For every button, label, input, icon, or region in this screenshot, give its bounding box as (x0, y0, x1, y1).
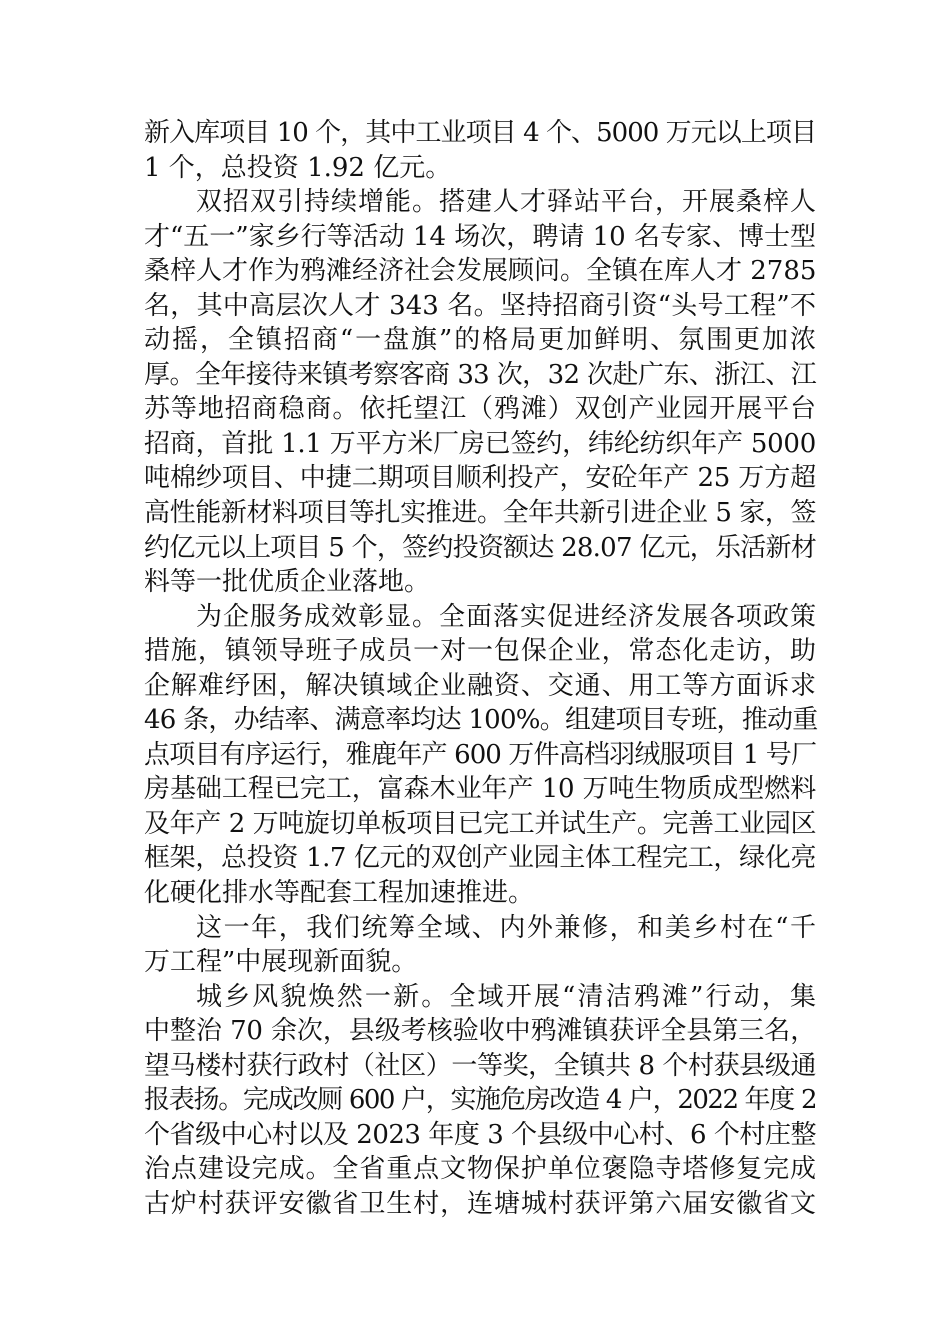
text-line: 中整治 70 余次，县级考核验收中鸦滩镇获评全县第三名， (144, 1016, 816, 1047)
text-line: 措施，镇领导班子成员一对一包保企业，常态化走访，助 (144, 636, 816, 667)
text-line: 房基础工程已完工，富森木业年产 10 万吨生物质成型燃料 (144, 774, 816, 805)
text-line: 企解难纾困，解决镇域企业融资、交通、用工等方面诉求 (144, 670, 816, 701)
text-line: 高性能新材料项目等扎实推进。全年共新引进企业 5 家，签 (144, 498, 816, 529)
text-line: 才“五一”家乡行等活动 14 场次，聘请 10 名专家、博士型 (144, 221, 816, 252)
text-line: 动摇，全镇招商“一盘旗”的格局更加鲜明、氛围更加浓 (144, 325, 816, 356)
paragraph-first-line: 城乡风貌焕然一新。全域开展“清洁鸦滩”行动，集 (196, 981, 816, 1012)
text-line: 个省级中心村以及 2023 年度 3 个县级中心村、6 个村庄整 (144, 1119, 816, 1150)
text-line: 及年产 2 万吨旋切单板项目已完工并试生产。完善工业园区 (144, 808, 816, 839)
text-line: 化硬化排水等配套工程加速推进。 (144, 878, 535, 909)
text-line: 厚。全年接待来镇考察客商 33 次，32 次赴广东、浙江、江 (144, 359, 816, 390)
text-line: 框架，总投资 1.7 亿元的双创产业园主体工程完工，绿化亮 (144, 843, 816, 874)
text-line: 料等一批优质企业落地。 (144, 567, 431, 598)
text-line: 新入库项目 10 个，其中工业项目 4 个、5000 万元以上项目 (144, 118, 816, 148)
text-line: 招商，首批 1.1 万平方米厂房已签约，纬纶纺织年产 5000 (144, 428, 816, 459)
paragraph-first-line: 为企服务成效彰显。全面落实促进经济发展各项政策 (196, 601, 816, 632)
text-line: 望马楼村获行政村（社区）一等奖，全镇共 8 个村获县级通 (144, 1050, 816, 1081)
text-line: 桑梓人才作为鸦滩经济社会发展顾问。全镇在库人才 2785 (144, 256, 817, 287)
text-line: 46 条，办结率、满意率均达 100%。组建项目专班，推动重 (144, 705, 818, 736)
text-line: 苏等地招商稳商。依托望江（鸦滩）双创产业园开展平台 (144, 394, 816, 425)
text-line: 约亿元以上项目 5 个，签约投资额达 28.07 亿元，乐活新材 (144, 532, 817, 563)
text-line: 1 个，总投资 1.92 亿元。 (144, 152, 452, 183)
text-line: 吨棉纱项目、中捷二期项目顺利投产，安砼年产 25 万方超 (144, 463, 816, 494)
text-line: 古炉村获评安徽省卫生村，连塘城村获评第六届安徽省文 (144, 1188, 816, 1219)
body-text (144, 116, 816, 1222)
text-line: 治点建设完成。全省重点文物保护单位褒隐寺塔修复完成 (144, 1154, 816, 1185)
text-line: 万工程”中展现新面貌。 (144, 947, 418, 978)
text-line: 名，其中高层次人才 343 名。坚持招商引资“头号工程”不 (144, 290, 816, 321)
text-line: 报表扬。完成改厕 600 户，实施危房改造 4 户，2022 年度 2 (144, 1085, 816, 1116)
paragraph-first-line: 这一年，我们统筹全域、内外兼修，和美乡村在“千 (196, 912, 816, 943)
paragraph-first-line: 双招双引持续增能。搭建人才驿站平台，开展桑梓人 (196, 187, 816, 218)
text-line: 点项目有序运行，雅鹿年产 600 万件高档羽绒服项目 1 号厂 (144, 739, 816, 770)
